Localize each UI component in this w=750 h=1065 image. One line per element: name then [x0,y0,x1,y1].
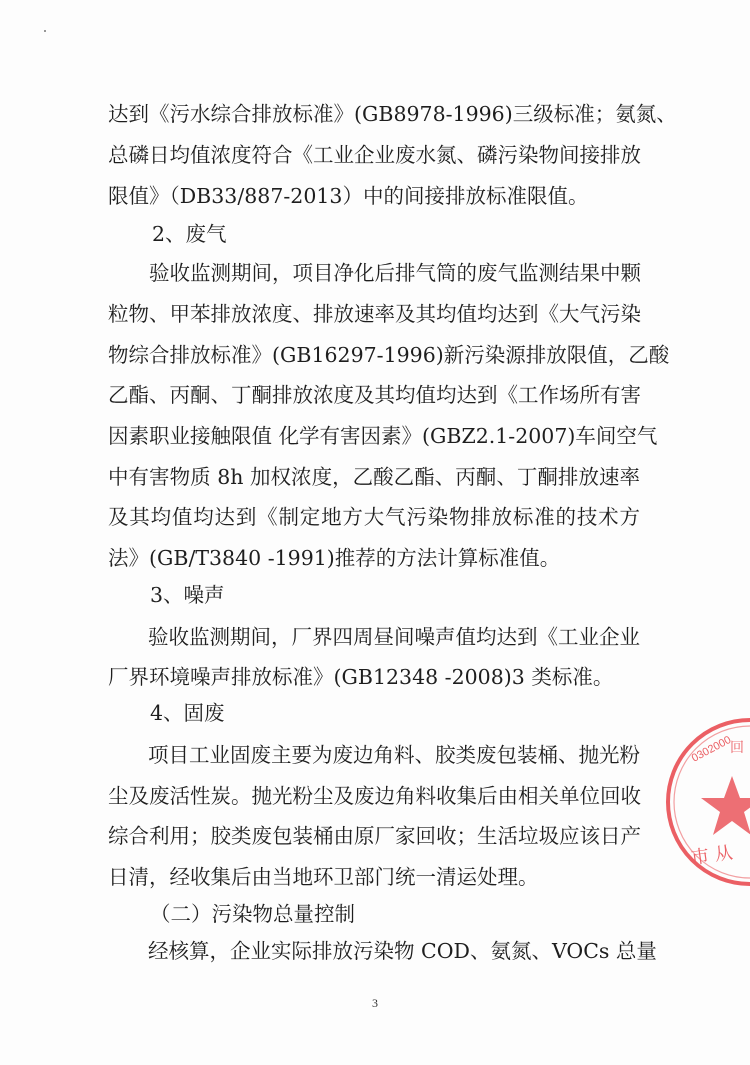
text-line: 验收监测期间，项目净化后排气筒的废气监测结果中颗 [149,261,641,285]
text-line: 总磷日均值浓度符合《工业企业废水氮、磷污染物间接排放 [108,143,641,167]
text-line: 及其均值均达到《制定地方大气污染物排放标准的技术方 [108,505,640,529]
official-seal-stamp [660,712,750,892]
text-line: 粒物、甲苯排放浓度、排放速率及其均值均达到《大气污染 [108,302,641,326]
text-line: 经核算，企业实际排放污染物 COD、氨氮、VOCs 总量 [148,939,657,963]
section-heading-noise: 3、噪声 [150,583,225,607]
seal-digits: 0302000 [689,733,734,765]
text-line: 尘及废活性炭。抛光粉尘及废边角料收集后由相关单位回收 [108,784,641,808]
section-heading-solid-waste: 4、固废 [150,701,225,725]
text-line: 中有害物质 8h 加权浓度，乙酸乙酯、丙酮、丁酮排放速率 [108,465,640,489]
text-line: 综合利用；胶类废包装桶由原厂家回收；生活垃圾应该日产 [108,824,641,848]
section-heading-waste-gas: 2、废气 [152,222,227,246]
svg-text:回: 回 [730,740,744,756]
page-number: 3 [372,996,378,1010]
text-line: 日清，经收集后由当地环卫部门统一清运处理。 [108,865,539,889]
text-line: 限值》（DB33/887-2013）中的间接排放标准限值。 [108,184,589,208]
text-line: 物综合排放标准》(GB16297-1996)新污染源排放限值，乙酸 [108,343,670,367]
section-heading-total-control: （二）污染物总量控制 [150,902,355,926]
text-line: 厂界环境噪声排放标准》(GB12348 -2008)3 类标准。 [108,665,614,689]
text-line: 因素职业接触限值 化学有害因素》(GBZ2.1-2007)车间空气 [108,424,658,448]
text-line: 项目工业固废主要为废边角料、胶类废包装桶、抛光粉 [148,743,640,767]
svg-text:巿 从: 巿 从 [689,842,735,869]
text-line: 乙酯、丙酮、丁酮排放浓度及其均值均达到《工作场所有害 [108,383,641,407]
text-line: 法》(GB/T3840 -1991)推荐的方法计算标准值。 [108,546,561,570]
text-line: 达到《污水综合排放标准》(GB8978-1996)三级标准；氨氮、 [108,102,677,126]
scan-speck [44,30,46,32]
text-line: 验收监测期间，厂界四周昼间噪声值均达到《工业企业 [148,625,640,649]
